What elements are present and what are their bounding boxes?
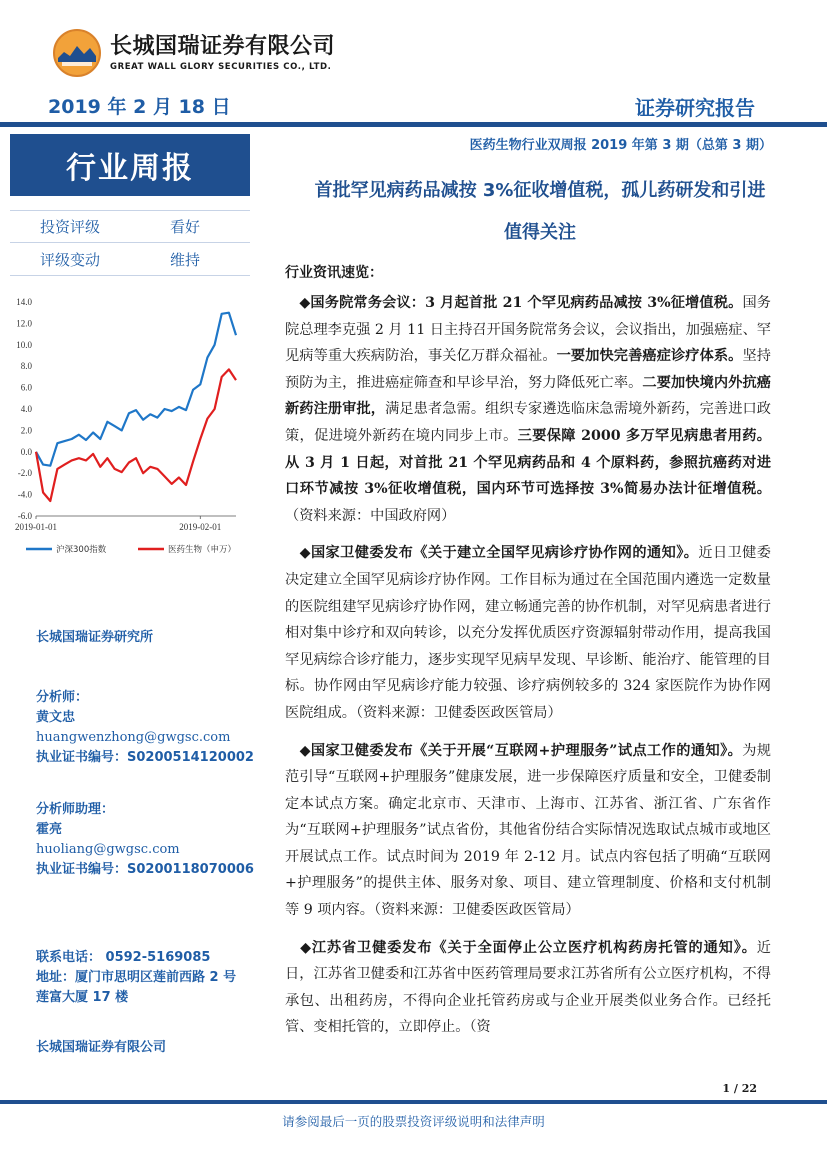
- analyst-cert-number: 执业证书编号：S0200514120002: [36, 750, 254, 765]
- y-tick-label: 6.0: [20, 382, 32, 393]
- assistant-cert-number: 执业证书编号：S0200118070006: [36, 862, 254, 877]
- contact-info: [36, 948, 236, 1008]
- y-tick-label: 12.0: [16, 318, 32, 329]
- report-type: 证券研究报告: [635, 96, 755, 120]
- news-item-state-council: [285, 290, 771, 529]
- assistant-info: [36, 800, 254, 880]
- news-item-heading: ◆国家卫健委发布《关于建立全国罕见病诊疗协作网的通知》。: [299, 545, 699, 562]
- rating-label: 评级变动: [40, 250, 101, 269]
- legend-label: 医药生物（申万）: [168, 545, 237, 555]
- headline-line-2: 值得关注: [504, 222, 576, 243]
- institute-name: 长城国瑞证券研究所: [36, 630, 154, 645]
- rating-value: 看好: [170, 218, 201, 236]
- assistant-name: 霍亮: [36, 822, 63, 837]
- contact-address: 地址：厦门市思明区莲前西路 2 号: [36, 970, 237, 985]
- great-wall-logo-icon: [52, 28, 102, 78]
- sidebar-company: 长城国瑞证券有限公司: [36, 1040, 167, 1055]
- news-item-text: 近日卫健委决定建立全国罕见病诊疗协作网。工作目标为通过在全国范围内遴选一定数量的医院组建罕见病诊疗协作网，建立畅通完善的协作机制，对罕见病患者进行相对集中诊疗和双向转诊，以充分发挥优质医疗资源辐射带动作用，提高我国罕见病综合诊疗能力，逐步实现罕见病早发现、早诊断、能治疗、能管理的目标。协作网由罕见病诊疗能力较强、诊疗病例较多的 324 家医院作为协作网医院组成。（资料来源：卫健委医政医管局）: [285, 545, 771, 721]
- news-item-text: 国务院总理李克强 2 月 11 日主持召开国务院常务会议，会议指出，加强癌症、罕见病等重大疾病防治，事关亿万群众福祉。: [285, 295, 771, 365]
- company-name-en: GREAT WALL GLORY SECURITIES CO., LTD.: [110, 62, 332, 72]
- report-date: 2019 年 2 月 18 日: [48, 96, 231, 118]
- news-item-emphasis: 三要保障 2000 多万罕见病患者用药。从 3 月 1 日起，对首批 21 个罕见病药品和 4 个原料药，参照抗癌药对进口环节减按 3%征收增值税，国内环节可选择按 3%简易办法计征增值税。: [285, 427, 771, 498]
- news-item-heading: ◆江苏省卫健委发布《关于全面停止公立医疗机构药房托管的通知》。: [299, 939, 757, 956]
- contact-phone: 联系电话： 0592-5169085: [36, 950, 211, 965]
- section-title: 行业资讯速览：: [285, 265, 383, 281]
- analyst-email[interactable]: huangwenzhong@gwgsc.com: [36, 730, 231, 745]
- x-tick-label: 2019-01-01: [15, 522, 57, 532]
- index-comparison-chart: [8, 290, 252, 570]
- news-item-text: 坚持预防为主，推进癌症筛查和早诊早治，努力降低死亡率。: [285, 348, 771, 391]
- legend-label: 沪深300指数: [56, 545, 107, 555]
- news-item-internet-nursing: [285, 738, 771, 924]
- header-divider: [0, 122, 827, 127]
- company-logo: [52, 28, 335, 78]
- y-tick-label: 4.0: [20, 404, 32, 414]
- news-body: [285, 290, 771, 1041]
- rating-row: [10, 210, 250, 243]
- y-tick-label: 10.0: [16, 339, 32, 350]
- y-tick-label: -2.0: [17, 468, 32, 479]
- y-tick-label: 8.0: [20, 361, 32, 372]
- news-item-heading: ◆国家卫健委发布《关于开展“互联网+护理服务”试点工作的通知》。: [299, 742, 743, 759]
- contact-address-cont: 莲富大厦 17 楼: [36, 990, 129, 1005]
- rating-label: 投资评级: [40, 218, 101, 236]
- news-item-source: （资料来源：中国政府网）: [285, 507, 456, 524]
- rating-table: [10, 210, 250, 276]
- analyst-title: 分析师：: [36, 690, 89, 705]
- report-headline: [270, 170, 810, 254]
- news-item-heading: ◆国务院常务会议：3 月起首批 21 个罕见病药品减按 3%征增值税。: [299, 295, 743, 311]
- news-item-emphasis: 一要加快完善癌症诊疗体系。: [556, 348, 743, 365]
- news-item-text: 为规范引导“互联网+护理服务”健康发展，进一步保障医疗质量和安全，卫健委制定本试点方案。确定北京市、天津市、上海市、江苏省、浙江省、广东省作为“互联网+护理服务”试点省份，其他省份结合实际情况选取试点城市或地区开展试点工作。试点时间为 2019 年 2-12 月。试点内容包括了明确“互联网+护理服务”的提供主体、服务对象、项目、建立管理制度、价格和支付机制等 9 项内容。（资料来源：卫健委医政医管局）: [285, 742, 771, 919]
- series-line-csi300: [36, 313, 236, 466]
- rating-value: 维持: [170, 250, 201, 269]
- news-item-text: 满足患者急需。组织专家遴选临床急需境外新药，完善进口政策，促进境外新药在境内同步上市。: [285, 401, 771, 444]
- page-number: 1 / 22: [722, 1082, 757, 1095]
- company-name-cn: 长城国瑞证券有限公司: [110, 34, 336, 59]
- disclaimer-text[interactable]: 请参阅最后一页的股票投资评级说明和法律声明: [282, 1114, 545, 1129]
- news-item-rare-disease-network: [285, 540, 771, 726]
- y-tick-label: 2.0: [20, 425, 32, 436]
- y-tick-label: 14.0: [16, 297, 32, 307]
- analyst-name: 黄文忠: [36, 710, 76, 725]
- report-category-badge: 行业周报: [10, 134, 250, 196]
- y-tick-label: -6.0: [17, 511, 32, 521]
- assistant-email[interactable]: huoliang@gwgsc.com: [36, 842, 180, 857]
- rating-row: [10, 243, 250, 276]
- footer-divider: [0, 1100, 827, 1104]
- report-series: 医药生物行业双周报 2019 年第 3 期（总第 3 期）: [469, 138, 772, 153]
- assistant-title: 分析师助理：: [36, 802, 115, 817]
- x-tick-label: 2019-02-01: [179, 522, 222, 532]
- analyst-info: [36, 688, 254, 768]
- headline-line-1: 首批罕见病药品减按 3%征收增值税，孤儿药研发和引进: [314, 180, 766, 201]
- news-item-emphasis: 二要加快境内外抗癌新药注册审批，: [285, 374, 771, 418]
- news-item-text: 近日，江苏省卫健委和江苏省中医药管理局要求江苏省所有公立医疗机构，不得承包、出租药房，不得向企业托管药房或与企业开展类似业务合作。已经托管、变相托管的，立即停止。（资: [285, 939, 771, 1036]
- y-tick-label: 0.0: [20, 446, 32, 457]
- series-line-pharma: [36, 369, 236, 501]
- y-tick-label: -4.0: [17, 489, 32, 500]
- news-item-jiangsu-pharmacy: [285, 935, 771, 1041]
